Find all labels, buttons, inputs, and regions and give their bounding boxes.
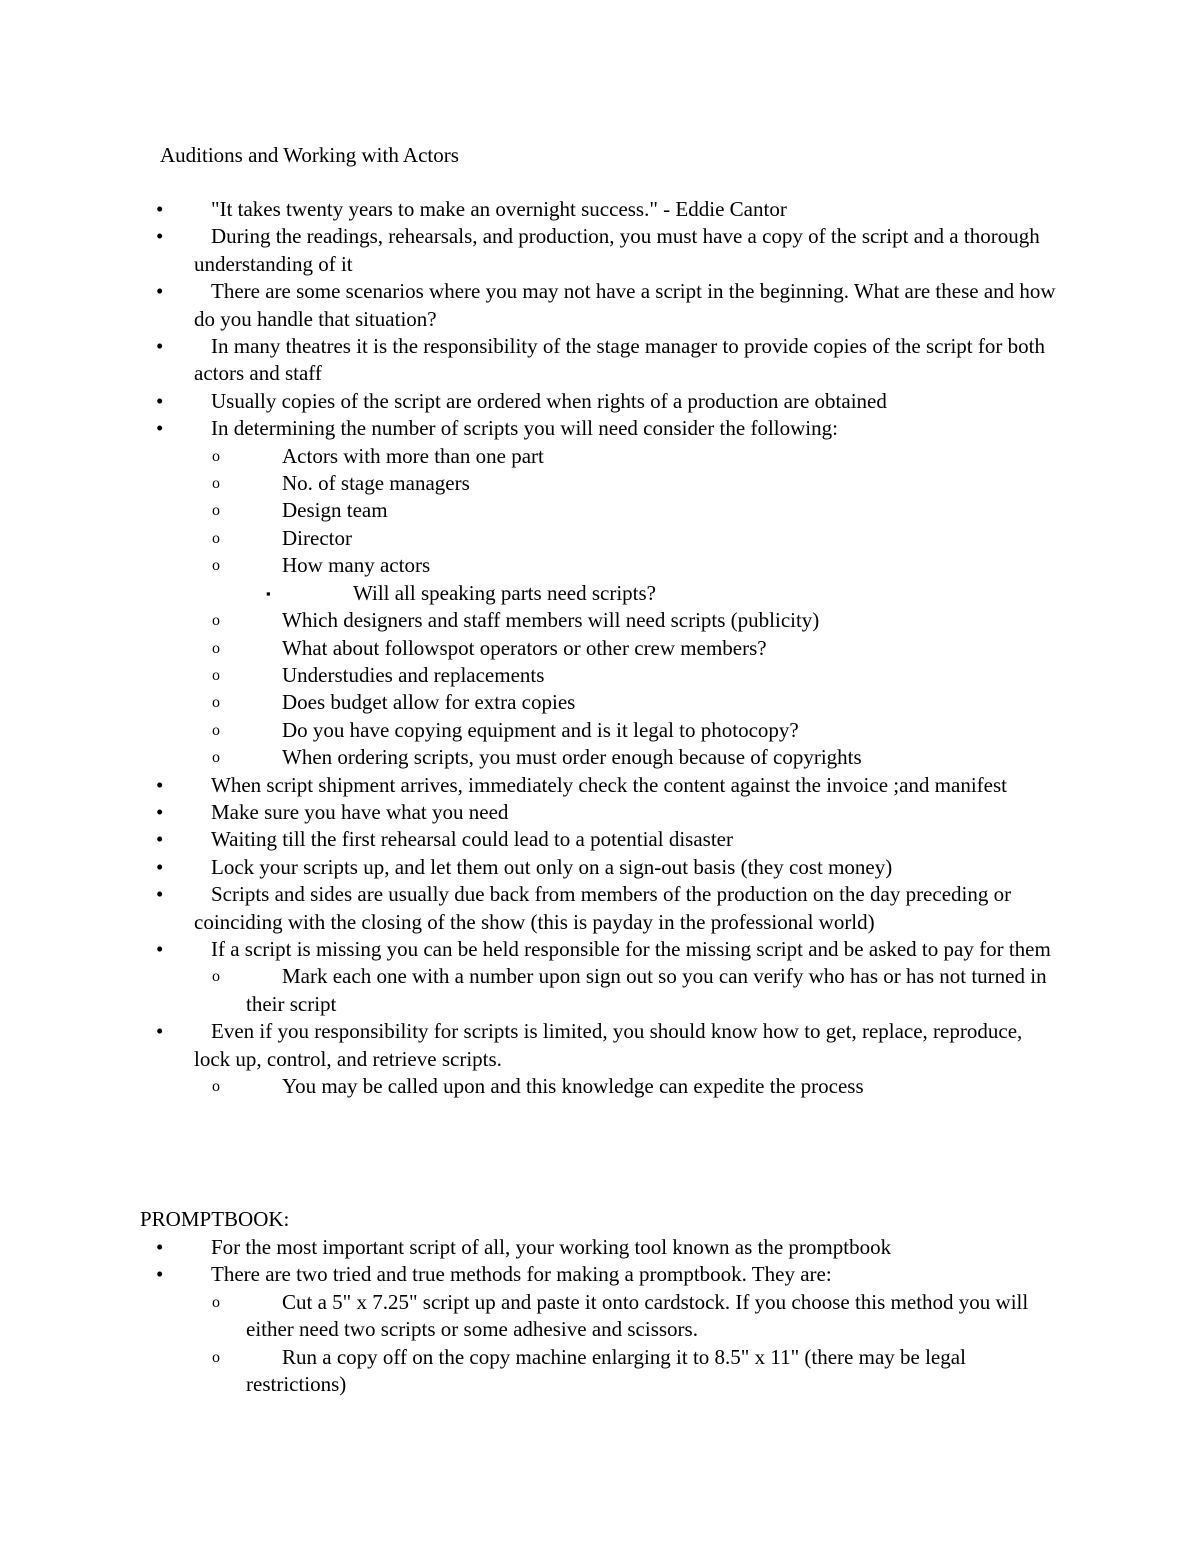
bullet-marker: •	[156, 827, 164, 852]
bullet-marker: •	[156, 799, 164, 824]
list-item	[0, 580, 1200, 607]
list-item-text: Actors with more than one part	[282, 443, 544, 468]
bullet-marker: o	[212, 502, 220, 520]
list-item-text: Run a copy off on the copy machine enlarging it to 8.5" x 11" (there may be legal restrictions)	[246, 1344, 966, 1397]
list-item-text: When script shipment arrives, immediately check the content against the invoice ;and manifest	[211, 772, 1007, 797]
list-item-text: In many theatres it is the responsibility of the stage manager to provide copies of the script for both actors and staff	[194, 334, 1045, 386]
bullet-marker: •	[156, 1262, 164, 1287]
bullet-list-scripts	[0, 196, 1200, 1100]
list-item	[0, 470, 1200, 497]
list-item	[0, 333, 1200, 388]
list-item	[0, 936, 1200, 963]
bullet-marker: •	[156, 334, 164, 359]
bullet-marker: o	[212, 749, 220, 767]
list-item-text: Does budget allow for extra copies	[282, 690, 576, 715]
list-item	[0, 552, 1200, 579]
list-item	[0, 1344, 1200, 1399]
page-title: Auditions and Working with Actors	[160, 143, 459, 167]
bullet-marker: o	[212, 639, 220, 657]
list-item	[0, 607, 1200, 634]
bullet-marker: o	[212, 694, 220, 712]
list-item-text: How many actors	[282, 553, 431, 578]
bullet-marker: o	[212, 612, 220, 630]
list-item	[0, 854, 1200, 881]
list-item	[0, 1261, 1200, 1288]
list-item-text: You may be called upon and this knowledge can expedite the process	[282, 1074, 864, 1098]
list-item	[0, 1289, 1200, 1344]
list-item	[0, 826, 1200, 853]
bullet-marker: o	[212, 557, 220, 575]
list-item-text: In determining the number of scripts you will need consider the following:	[211, 416, 838, 441]
list-item	[0, 881, 1200, 936]
bullet-marker: •	[156, 416, 164, 441]
list-item	[0, 662, 1200, 689]
list-item	[0, 689, 1200, 716]
bullet-marker: ▪	[266, 585, 271, 601]
bullet-marker: •	[156, 224, 164, 249]
bullet-marker: o	[212, 529, 220, 547]
list-item-text: If a script is missing you can be held responsible for the missing script and be asked to pay for them	[211, 936, 1051, 961]
bullet-marker: •	[156, 197, 164, 221]
list-item-text: Do you have copying equipment and is it legal to photocopy?	[282, 717, 799, 742]
list-item-text: Will all speaking parts need scripts?	[353, 580, 656, 605]
list-item-text: For the most important script of all, your working tool known as the promptbook	[211, 1235, 892, 1259]
list-item-text: What about followspot operators or other crew members?	[282, 635, 767, 660]
list-item	[0, 497, 1200, 524]
bullet-marker: •	[156, 1235, 164, 1259]
list-item-text: Lock your scripts up, and let them out only on a sign-out basis (they cost money)	[211, 854, 893, 879]
list-item	[0, 772, 1200, 799]
list-item-text: Even if you responsibility for scripts is limited, you should know how to get, replace, reproduce, lock up, control, and retrieve scripts.	[194, 1019, 1023, 1071]
list-item	[0, 635, 1200, 662]
bullet-marker: o	[212, 447, 220, 465]
list-item-text: Make sure you have what you need	[211, 799, 509, 824]
list-item-text: When ordering scripts, you must order enough because of copyrights	[282, 745, 862, 770]
bullet-marker: o	[212, 666, 220, 684]
list-item-text: Cut a 5" x 7.25" script up and paste it onto cardstock. If you choose this method you will either need two scripts or some adhesive and scissors.	[246, 1289, 1029, 1342]
list-item	[0, 744, 1200, 771]
list-item-text: "It takes twenty years to make an overnight success." - Eddie Cantor	[211, 197, 787, 221]
list-item	[0, 963, 1200, 1018]
list-item-text: Design team	[282, 498, 388, 523]
list-item	[0, 799, 1200, 826]
list-item	[0, 443, 1200, 470]
section-heading-promptbook: PROMPTBOOK:	[140, 1207, 290, 1231]
bullet-marker: •	[156, 854, 164, 879]
list-item-text: During the readings, rehearsals, and production, you must have a copy of the script and a thorough understanding of it	[194, 224, 1040, 276]
list-item	[0, 388, 1200, 415]
list-item	[0, 1018, 1200, 1073]
bullet-list-promptbook	[0, 1234, 1200, 1398]
list-item-text: Usually copies of the script are ordered when rights of a production are obtained	[211, 388, 887, 413]
bullet-marker: •	[156, 936, 164, 961]
list-item-text: Waiting till the first rehearsal could lead to a potential disaster	[211, 827, 733, 852]
bullet-marker: •	[156, 279, 164, 304]
list-item-text: There are two tried and true methods for making a promptbook. They are:	[211, 1262, 832, 1287]
list-item	[0, 525, 1200, 552]
list-item-text: No. of stage managers	[282, 471, 470, 496]
list-item-text: Mark each one with a number upon sign out so you can verify who has or has not turned in their script	[246, 964, 1047, 1016]
bullet-marker: o	[212, 1348, 220, 1366]
list-item	[0, 415, 1200, 442]
bullet-marker: o	[212, 1293, 220, 1311]
list-item-text: Understudies and replacements	[282, 662, 545, 687]
list-item	[0, 717, 1200, 744]
list-item	[0, 196, 1200, 223]
list-item	[0, 278, 1200, 333]
bullet-marker: o	[212, 968, 220, 986]
list-item-text: Director	[282, 525, 352, 550]
list-item	[0, 1234, 1200, 1261]
bullet-marker: •	[156, 772, 164, 797]
bullet-marker: •	[156, 388, 164, 413]
bullet-marker: •	[156, 1019, 164, 1044]
list-item	[0, 1073, 1200, 1100]
list-item-text: There are some scenarios where you may not have a script in the beginning. What are these and how do you handle that situation?	[194, 279, 1056, 331]
bullet-marker: o	[212, 1078, 220, 1095]
list-item-text: Which designers and staff members will need scripts (publicity)	[282, 608, 820, 633]
bullet-marker: o	[212, 721, 220, 739]
list-item	[0, 223, 1200, 278]
list-item-text: Scripts and sides are usually due back from members of the production on the day preceding or coinciding with the closing of the show (this is payday in the professional world)	[194, 882, 1012, 934]
bullet-marker: o	[212, 475, 220, 493]
bullet-marker: •	[156, 882, 164, 907]
